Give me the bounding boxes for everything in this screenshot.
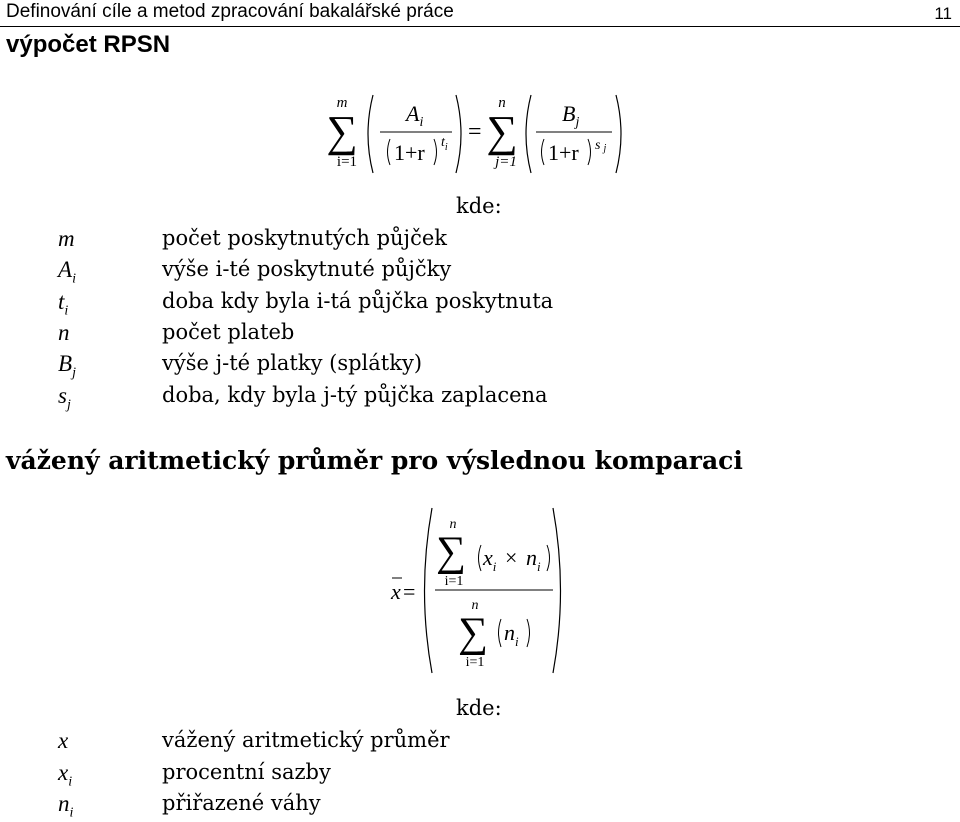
times-sign: ×: [505, 545, 518, 570]
big-left-paren: [425, 508, 433, 673]
definition-symbol: x: [58, 728, 69, 753]
sum-2-lower-limit: j=1: [495, 154, 517, 170]
right-paren-2: [616, 95, 621, 173]
definition-text: doba kdy byla i-tá půjčka poskytnuta: [162, 289, 554, 313]
denominator-n: $n_i$: [504, 620, 519, 649]
page-number: 11: [934, 4, 952, 23]
where-label-1: kde:: [456, 194, 502, 218]
numerator-2: $B_j$: [562, 101, 580, 130]
section-heading-rpsn: výpočet RPSN: [6, 31, 171, 58]
definition-symbol: $n_i$: [58, 791, 74, 821]
equals-sign: =: [403, 579, 416, 604]
rpsn-formula: [326, 88, 630, 188]
numerator-left-paren: [479, 545, 482, 571]
sum-1-upper-limit: m: [336, 95, 348, 111]
definition-row: [0, 351, 960, 381]
numerator-1: $A_i$: [406, 101, 424, 130]
inner-left-paren-2: [542, 139, 545, 165]
definition-symbol: m: [58, 226, 75, 251]
definition-text: počet plateb: [162, 320, 295, 344]
definition-row: [0, 728, 960, 758]
sum-1-sigma: ∑: [326, 107, 358, 156]
numerator-sigma: ∑: [436, 529, 466, 575]
header-rule: [0, 26, 960, 27]
definition-row: [0, 320, 960, 350]
definition-symbol: $t_i$: [58, 289, 69, 319]
exponent-2: s j: [595, 138, 607, 154]
definition-text: doba, kdy byla j-tý půjčka zaplacena: [162, 383, 548, 407]
exponent-1: $t_i$: [441, 135, 448, 153]
inner-left-paren-1: [388, 139, 391, 165]
denominator-sigma: ∑: [458, 610, 488, 656]
sum-1-lower-limit: i=1: [336, 154, 358, 170]
weighted-mean-formula: [385, 505, 575, 680]
sum-2-upper-limit: n: [498, 95, 506, 111]
denominator-2: 1+r: [548, 140, 579, 165]
right-paren-1: [456, 95, 461, 173]
definition-text: výše j-té platky (splátky): [162, 351, 423, 375]
left-paren-1: [368, 95, 373, 173]
inner-right-paren-2: [588, 139, 591, 165]
definition-text: procentní sazby: [162, 760, 331, 784]
definition-symbol: n: [58, 320, 70, 345]
denominator-sum-lower-limit: i=1: [465, 655, 485, 670]
definition-text: vážený aritmetický průměr: [162, 728, 450, 752]
denominator-1: 1+r: [394, 140, 425, 165]
numerator-right-paren: [547, 545, 550, 571]
definition-text: počet poskytnutých půjček: [162, 226, 447, 250]
running-header-title: Definování cíle a metod zpracování bakalářské práce: [6, 1, 454, 22]
section-heading-weighted-mean: vážený aritmetický průměr pro výslednou komparaci: [6, 446, 743, 475]
numerator-n: $n_i$: [526, 545, 541, 574]
definition-symbol: $x_i$: [58, 760, 73, 790]
definition-row: [0, 791, 960, 821]
where-label-2: kde:: [456, 696, 502, 720]
numerator-x: $x_i$: [483, 545, 497, 574]
denominator-left-paren: [499, 619, 502, 647]
definition-row: [0, 257, 960, 287]
denominator-sum-upper-limit: n: [471, 598, 479, 613]
equals-sign: =: [468, 119, 482, 145]
inner-right-paren-1: [434, 139, 437, 165]
numerator-sum-lower-limit: i=1: [444, 574, 464, 589]
definition-symbol: $s_j$: [58, 383, 71, 413]
definition-text: výše i-té poskytnuté půjčky: [162, 257, 452, 281]
definition-row: [0, 383, 960, 413]
definition-symbol: $B_j$: [58, 351, 76, 381]
definition-row: [0, 226, 960, 256]
sum-2-sigma: ∑: [486, 107, 518, 156]
definition-row: [0, 760, 960, 790]
big-right-paren: [553, 508, 561, 673]
definition-row: [0, 289, 960, 319]
definition-symbol: $A_i$: [58, 257, 76, 287]
lhs-x-bar: x: [391, 579, 401, 604]
definition-text: přiřazené váhy: [162, 791, 321, 815]
left-paren-2: [526, 95, 531, 173]
numerator-sum-upper-limit: n: [449, 517, 457, 532]
denominator-right-paren: [527, 619, 530, 647]
